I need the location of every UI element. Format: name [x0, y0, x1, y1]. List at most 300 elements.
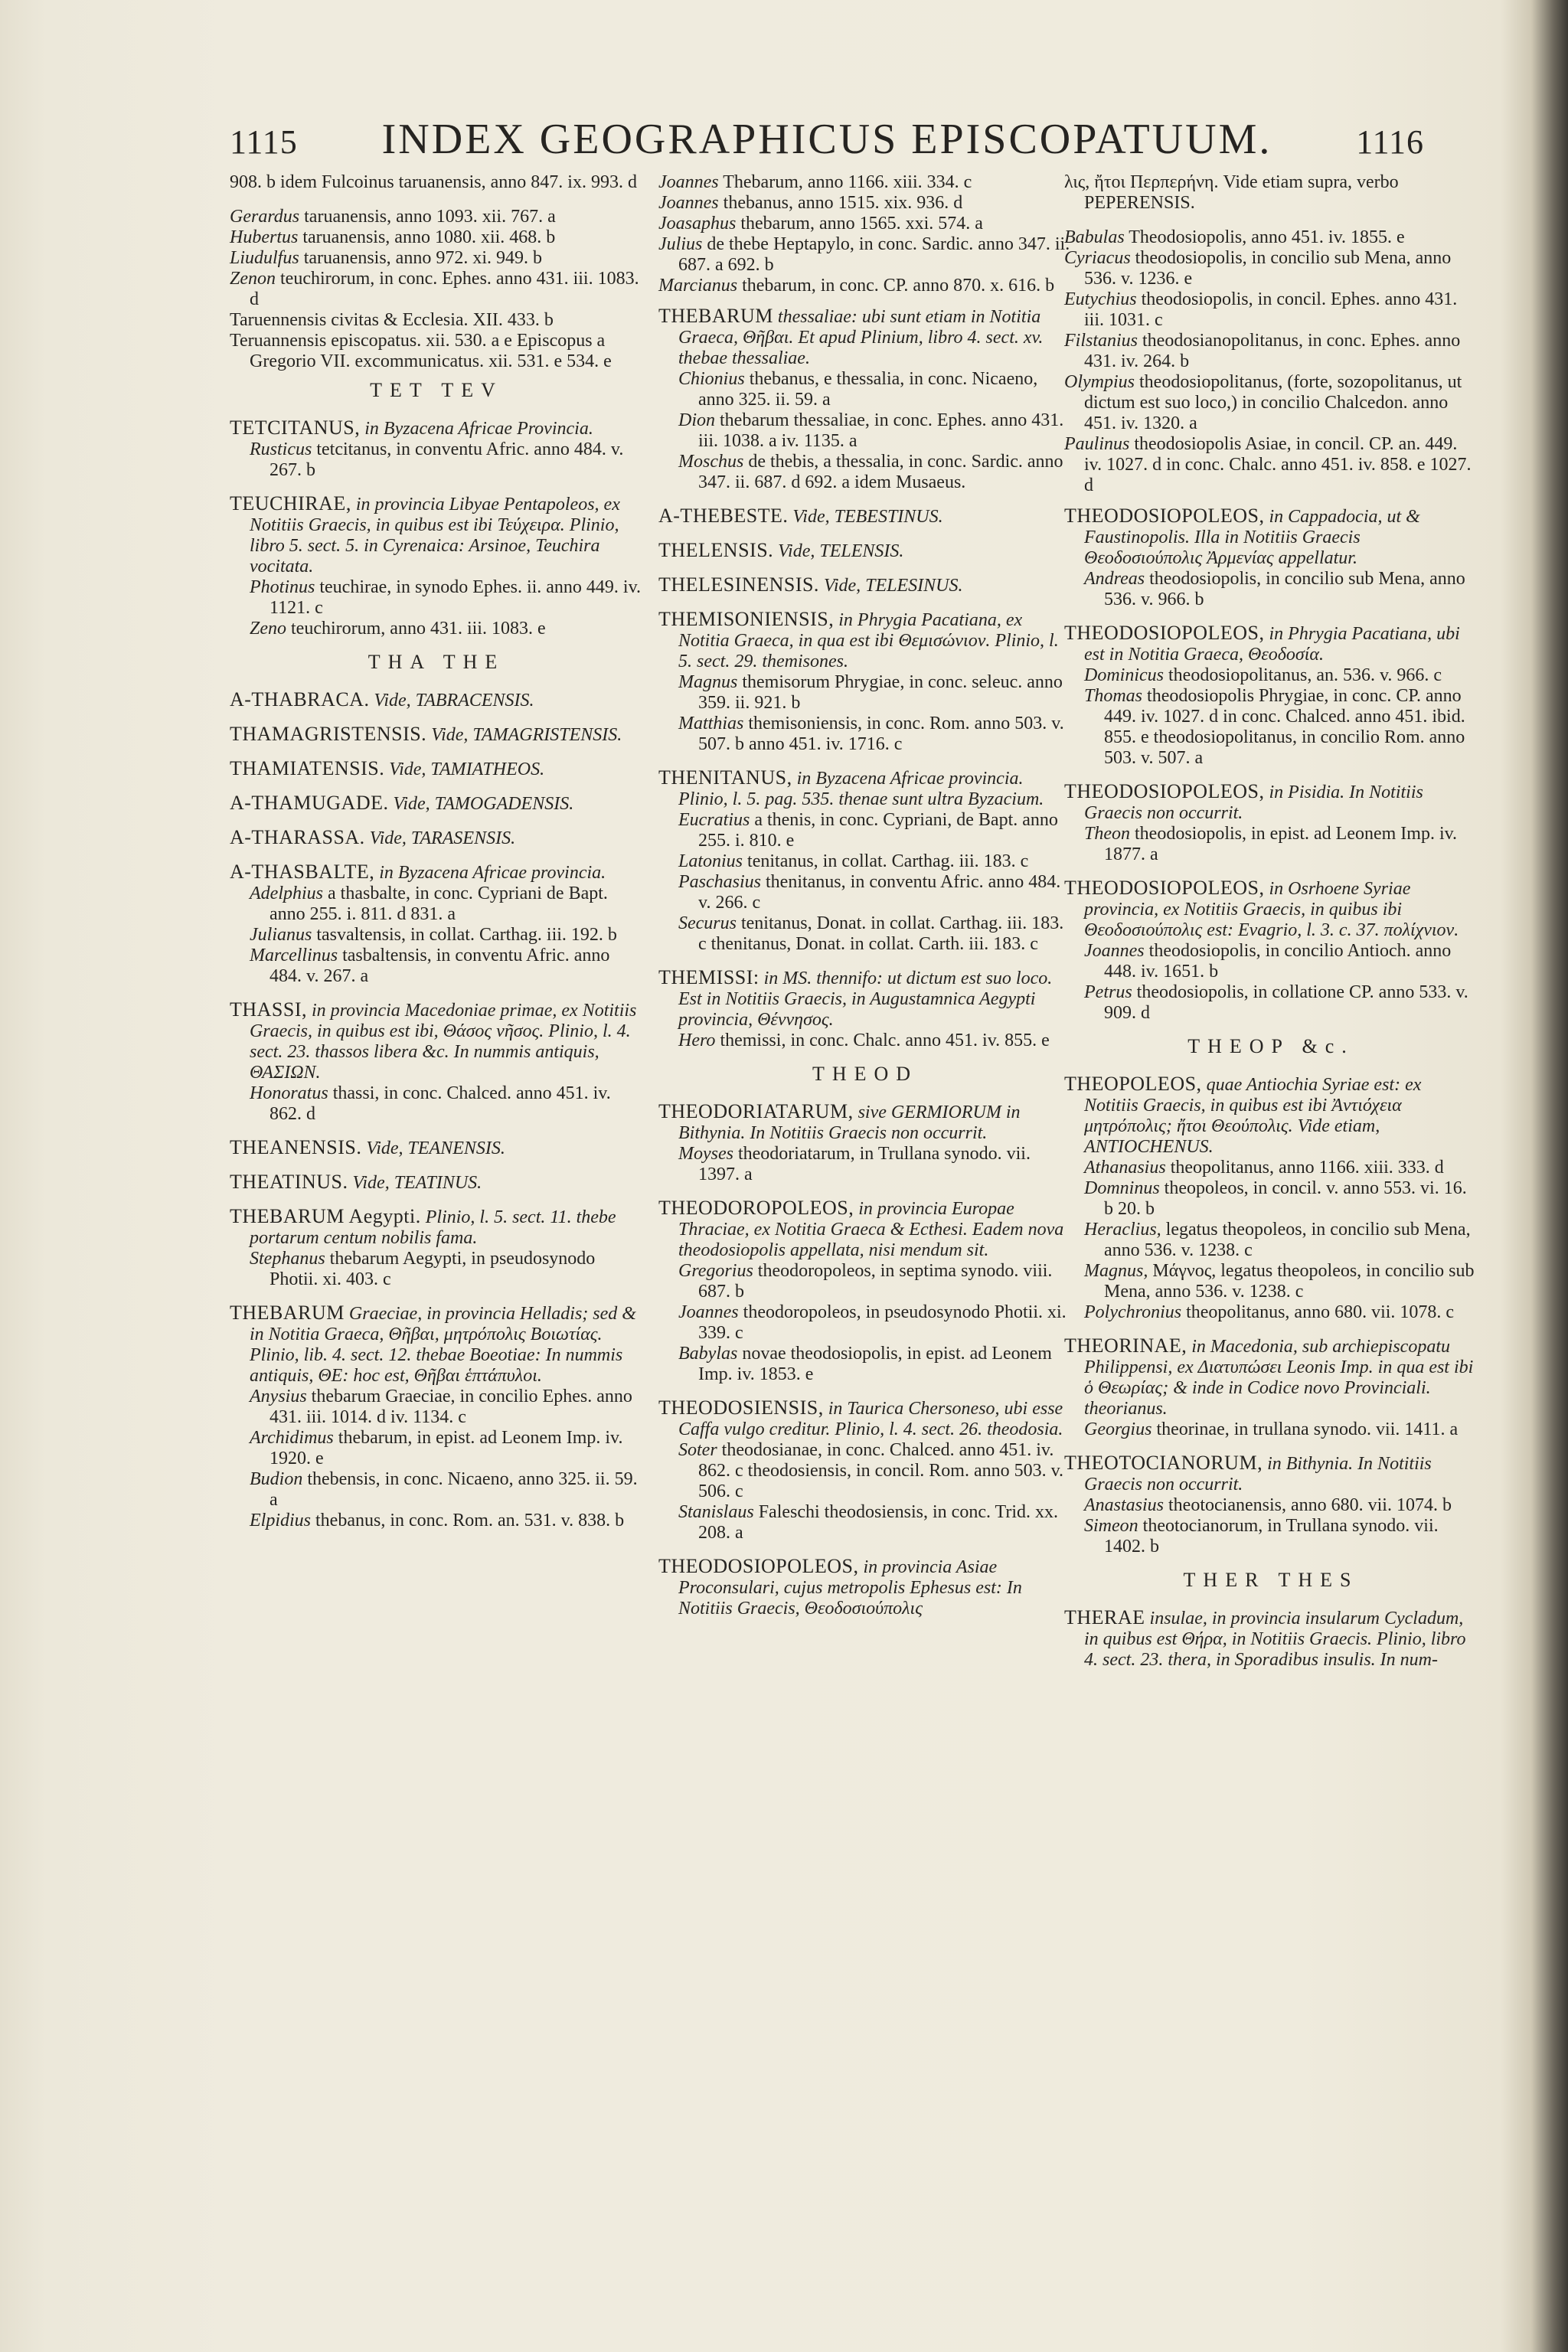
entry-description: in Taurica Chersoneso, ubi esse Caffa vulgo creditur. Plinio, l. 4. sect. 26. theodosia. — [678, 1399, 1063, 1439]
bishop-reference: theodosiopolitanus, (forte, sozopolitanus, ut dictum est suo loco,) in concilio Chalcedon. anno 451. iv. 1320. a — [1084, 372, 1462, 433]
entry-headline — [1064, 780, 1478, 824]
index-entry — [230, 1302, 643, 1531]
bishop-name: Latonius — [678, 851, 743, 871]
index-entry — [658, 540, 1072, 562]
bishop-line — [250, 1511, 643, 1531]
bishop-name: Julianus — [250, 925, 312, 945]
bishop-line — [1084, 1158, 1478, 1178]
bishop-reference: teuchirorum, anno 431. iii. 1083. e — [291, 619, 546, 639]
index-entry — [658, 1101, 1072, 1185]
bishop-reference: tasvaltensis, in collat. Carthag. iii. 192. b — [316, 925, 617, 945]
bishop-reference: theopoleos, in concil. v. anno 553. vi. 16. b 20. b — [1104, 1178, 1467, 1219]
entry-headline — [230, 416, 643, 439]
entry-description: in provincia Asiae Proconsulari, cujus metropolis Ephesus est: In Notitiis Graecis, Θεοδοσιούπολις — [678, 1557, 1022, 1619]
entry-headword: A-THARASSA. — [230, 826, 365, 848]
entry-headline — [658, 608, 1072, 672]
bishop-line — [1084, 1261, 1478, 1302]
bishop-line — [250, 619, 643, 639]
entry-headline — [230, 723, 643, 746]
bishop-line — [678, 1261, 1072, 1302]
bishop-name: Securus — [678, 913, 737, 933]
entry-headline — [658, 1197, 1072, 1261]
entry-description: in Pisidia. In Notitiis Graecis non occurrit. — [1084, 782, 1423, 823]
bishop-line — [678, 369, 1072, 410]
entry-headword: THEODOROPOLEOS, — [658, 1197, 854, 1219]
bishop-reference: legatus theopoleos, in concilio sub Mena, anno 536. v. 1238. c — [1104, 1220, 1471, 1260]
bishop-name: Gregorius — [678, 1261, 753, 1281]
entry-description: Vide, TARASENSIS. — [369, 828, 516, 848]
bishop-name: Photinus — [250, 577, 315, 597]
bishop-name: Soter — [678, 1440, 717, 1460]
index-entry — [230, 689, 643, 711]
bishop-line — [250, 439, 643, 481]
bishop-name: Adelphius — [250, 884, 323, 903]
entry-headword: THELESINENSIS. — [658, 573, 819, 596]
bishop-reference: tetcitanus, in conventu Afric. anno 484. v. 267. b — [270, 439, 624, 480]
bishop-reference: theodosiopolitanus, an. 536. v. 966. c — [1168, 665, 1442, 685]
bishop-name: Georgius — [1084, 1419, 1152, 1439]
entry-description: in Bithynia. In Notitiis Graecis non occurrit. — [1084, 1454, 1432, 1494]
entry-headword: A-THAMUGADE. — [230, 792, 389, 814]
bishop-line — [678, 452, 1072, 493]
entry-headword: A-THABRACA. — [230, 688, 370, 710]
column-middle — [658, 172, 1072, 1632]
bishop-name: Liudulfus — [230, 248, 299, 268]
bishop-reference: teuchirae, in synodo Ephes. ii. anno 449. iv. 1121. c — [270, 577, 642, 618]
bishop-reference: theodosiopolis, in collatione CP. anno 533. v. 909. d — [1104, 982, 1468, 1023]
bishop-reference: Faleschi theodosiensis, in conc. Trid. xx. 208. a — [698, 1502, 1059, 1543]
entry-headword: THEMISONIENSIS, — [658, 608, 835, 630]
entry-headword: THAMIATENSIS. — [230, 757, 385, 779]
bishop-line — [1084, 1302, 1478, 1323]
entry-headline — [230, 492, 643, 577]
entry-headword: THEODOSIOPOLEOS, — [1064, 780, 1265, 802]
bishop-line — [250, 1083, 643, 1125]
entry-description: Vide, TEATINUS. — [352, 1173, 482, 1193]
bishop-line — [658, 234, 1072, 276]
entry-description: in Cappadocia, ut & Faustinopolis. Illa in Notitiis Graecis Θεοδοσιούπολις Ἀρμενίας appellatur. — [1084, 507, 1420, 568]
bishop-reference: taruanensis, anno 1093. xii. 767. a — [304, 207, 556, 227]
bishop-line — [1084, 1178, 1478, 1220]
index-entry — [1064, 505, 1478, 610]
bishop-name: Gerardus — [230, 207, 300, 227]
bishop-name: Theon — [1084, 824, 1130, 844]
index-entry — [230, 758, 643, 780]
bishop-reference: teuchirorum, in conc. Ephes. anno 431. iii. 1083. d — [250, 269, 639, 309]
bishop-reference: tasbaltensis, in conventu Afric. anno 484. v. 267. a — [270, 946, 610, 986]
bishop-line — [658, 172, 1072, 193]
bishop-name: Anysius — [250, 1387, 307, 1406]
entry-description: in Byzacena Africae provincia. — [379, 863, 606, 883]
entry-headword: THEBARUM — [658, 305, 773, 327]
bishop-name: Hero — [678, 1031, 716, 1050]
entry-headword: THEODORIATARUM, — [658, 1100, 854, 1122]
bishop-name: Archidimus — [250, 1428, 334, 1448]
bishop-line — [1084, 982, 1478, 1024]
entry-headword: A-THEBESTE. — [658, 505, 789, 527]
bishop-reference: tenitanus, in collat. Carthag. iii. 183. c — [747, 851, 1029, 871]
bishop-name: Eucratius — [678, 810, 750, 830]
index-entry — [1064, 1607, 1478, 1671]
section-heading: THER THES — [1183, 1569, 1359, 1591]
index-entry — [230, 493, 643, 639]
bishop-reference: thenitanus, in conventu Afric. anno 484. v. 266. c — [698, 872, 1061, 913]
bishop-reference: theopolitanus, anno 680. vii. 1078. c — [1186, 1302, 1455, 1322]
bishop-reference: themisorum Phrygiae, in conc. seleuc. anno 359. ii. 921. b — [698, 672, 1063, 713]
bishop-reference: taruanensis, anno 1080. xii. 468. b — [302, 227, 556, 247]
entry-headline — [230, 1302, 643, 1387]
bishop-name: Paschasius — [678, 872, 761, 892]
bishop-name: Rusticus — [250, 439, 312, 459]
section-heading: THA THE — [368, 651, 505, 673]
bishop-reference: theodosiopolis, in epist. ad Leonem Imp. iv. 1877. a — [1104, 824, 1458, 864]
entry-headword: THENITANUS, — [658, 766, 792, 789]
bishop-name: Zenon — [230, 269, 276, 289]
entry-headline — [230, 1171, 643, 1194]
bishop-name: Olympius — [1064, 372, 1135, 392]
bishop-reference: a thenis, in conc. Cypriani, de Bapt. anno 255. i. 810. e — [698, 810, 1058, 851]
bishop-line — [678, 1344, 1072, 1385]
index-entry — [230, 827, 643, 849]
bishop-line — [1084, 1220, 1478, 1261]
bishop-reference: thebarum, anno 1565. xxi. 574. a — [740, 214, 983, 234]
bishop-line — [250, 1249, 643, 1290]
entry-description: in Macedonia, sub archiepiscopatu Philippensi, ex Διατυπώσει Leonis Imp. in qua est ibi ὁ Θεωρίας; & inde in Codice novo Provinciali. theorianus. — [1084, 1337, 1474, 1419]
bishop-line — [1064, 434, 1478, 496]
bishop-name: Stanislaus — [678, 1502, 754, 1522]
bishop-line — [1084, 1495, 1478, 1516]
bishop-reference: Theodosiopolis, anno 451. iv. 1855. e — [1129, 227, 1405, 247]
bishop-name: Moschus — [678, 452, 744, 472]
bishop-line — [250, 577, 643, 619]
index-entry — [658, 1197, 1072, 1385]
bishop-name: Athanasius — [1084, 1158, 1166, 1178]
bishop-reference: thebarum, in conc. CP. anno 870. x. 616. b — [742, 276, 1055, 296]
index-entry — [230, 792, 643, 815]
bishop-line — [1064, 331, 1478, 372]
page-number-right: 1116 — [1356, 123, 1424, 161]
entry-headline — [658, 766, 1072, 810]
bishop-reference: themissi, in conc. Chalc. anno 451. iv. 855. e — [720, 1031, 1050, 1050]
page-header — [230, 115, 1424, 168]
entry-description: in Byzacena Africae provincia. Plinio, l. 5. pag. 535. thenae sunt ultra Byzacium. — [678, 769, 1044, 809]
index-entry — [658, 574, 1072, 596]
entry-headword: TEUCHIRAE, — [230, 492, 351, 514]
bishop-name: Hubertus — [230, 227, 299, 247]
index-entry — [230, 1171, 643, 1194]
bishop-line — [678, 1502, 1072, 1544]
bishop-reference: theodosianopolitanus, in conc. Ephes. anno 431. iv. 264. b — [1084, 331, 1461, 371]
entry-description: in provincia Macedoniae primae, ex Notitiis Graecis, in quibus est ibi, Θάσος νῆσος. Plinio, l. 4. sect. 23. thassos libera &c. In nummis antiquis, ΘΑΣΙΩΝ. — [250, 1001, 637, 1083]
entry-description: Vide, TELENSIS. — [778, 541, 904, 561]
bishop-name: Cyriacus — [1064, 248, 1131, 268]
bishop-line — [250, 925, 643, 946]
entry-headline — [658, 1396, 1072, 1440]
entry-headline — [658, 1555, 1072, 1619]
bishop-line — [678, 872, 1072, 913]
continued-entry: λις, ἤτοι Περπερήνη. Vide etiam supra, verbo PEPERENSIS. — [1064, 172, 1399, 213]
bishop-name: Joannes — [1084, 941, 1145, 961]
entry-description: in provincia Europae Thraciae, ex Notitia Graeca & Ecthesi. Eadem nova theodosiopolis appellata, nisi mendum sit. — [678, 1199, 1064, 1260]
entry-description: quae Antiochia Syriae est: ex Notitiis Graecis, in quibus est ibi Ἀντιόχεια μητρόπολις; ἤτοι Θεούπολις. Vide etiam, ANTIOCHENUS. — [1084, 1075, 1422, 1157]
bishop-name: Magnus — [678, 672, 738, 692]
bishop-name: Eutychius — [1064, 289, 1137, 309]
entry-description: Vide, TAMAGRISTENSIS. — [431, 725, 622, 745]
entry-headline — [658, 966, 1072, 1031]
entry-description: Vide, TEBESTINUS. — [792, 507, 943, 527]
bishop-line — [230, 331, 643, 372]
column-left — [230, 172, 643, 1544]
bishop-name: Matthias — [678, 714, 744, 733]
bishop-reference: theodosiopolis Phrygiae, in conc. CP. anno 449. iv. 1027. d in conc. Chalced. anno 451. ibid. 855. e theodosiopolitanus, in concilio Rom. anno 503. v. 507. a — [1104, 686, 1465, 768]
bishop-name: Dion — [678, 410, 715, 430]
page-title: INDEX GEOGRAPHICUS EPISCOPATUUM. — [381, 116, 1272, 163]
bishop-line — [230, 248, 643, 269]
bishop-reference: thebarum Aegypti, in pseudosynodo Photii. xi. 403. c — [270, 1249, 596, 1289]
entry-headline — [658, 539, 1072, 562]
bishop-line — [678, 1440, 1072, 1502]
bishop-line — [1084, 686, 1478, 769]
entry-headword: THEOPOLEOS, — [1064, 1073, 1202, 1095]
bishop-line — [658, 214, 1072, 234]
entry-description: in Phrygia Pacatiana, ubi est in Notitia Graeca, Θεοδοσία. — [1084, 624, 1460, 665]
bishop-reference: theodosiopolis Asiae, in concil. CP. an. 449. iv. 1027. d in conc. Chalc. anno 451. iv. 858. e 1027. d — [1084, 434, 1472, 495]
bishop-name: Elpidius — [250, 1511, 312, 1530]
bishop-reference: themisoniensis, in conc. Rom. anno 503. v. 507. b anno 451. iv. 1716. c — [698, 714, 1064, 754]
entry-description: Vide, TAMOGADENSIS. — [393, 794, 574, 814]
entry-headword: THEOTOCIANORUM, — [1064, 1452, 1263, 1474]
entry-headline — [658, 505, 1072, 528]
bishop-reference: thebarum Graeciae, in concilio Ephes. anno 431. iii. 1014. d iv. 1134. c — [270, 1387, 632, 1427]
bishop-line — [250, 946, 643, 987]
bishop-reference: Μάγνος, legatus theopoleos, in concilio sub Mena, anno 536. v. 1238. c — [1104, 1261, 1475, 1302]
bishop-line — [230, 207, 643, 227]
entry-headword: A-THASBALTE, — [230, 861, 375, 883]
bishop-reference: a thasbalte, in conc. Cypriani de Bapt. anno 255. i. 811. d 831. a — [270, 884, 608, 924]
entry-description: thessaliae: ubi sunt etiam in Notitia Graeca, Θῆβαι. Et apud Plinium, libro 4. sect. xv. thebae thessaliae. — [678, 307, 1044, 368]
index-entry — [230, 999, 643, 1125]
bishop-reference: thassi, in conc. Chalced. anno 451. iv. 862. d — [270, 1083, 611, 1124]
entry-headline — [1064, 505, 1478, 569]
bishop-reference: theodosiopolis, in concilio Antioch. anno 448. iv. 1651. b — [1104, 941, 1452, 982]
bishop-name: Babulas — [1064, 227, 1125, 247]
bishop-line — [1064, 289, 1478, 331]
bishop-line — [1064, 227, 1478, 248]
entry-headword: TETCITANUS, — [230, 416, 361, 439]
bishop-name: Paulinus — [1064, 434, 1130, 454]
section-heading: THEOP &c. — [1187, 1035, 1354, 1057]
bishop-line — [230, 310, 643, 331]
bishop-line — [678, 672, 1072, 714]
entry-headword: THEATINUS. — [230, 1171, 348, 1193]
entry-headline — [1064, 1452, 1478, 1495]
bishop-line — [1084, 824, 1478, 865]
bishop-line — [678, 1144, 1072, 1185]
bishop-reference: de thebe Heptapylo, in conc. Sardic. anno 347. ii. 687. a 692. b — [678, 234, 1070, 275]
index-entry — [230, 724, 643, 746]
entry-headline — [230, 861, 643, 884]
bishop-line — [678, 913, 1072, 955]
index-entry — [658, 1556, 1072, 1619]
index-entry — [1064, 781, 1478, 865]
bishop-name: Thomas — [1084, 686, 1143, 706]
bishop-line — [1084, 665, 1478, 686]
bishop-name: Joasaphus — [658, 214, 737, 234]
entry-headword: THEODOSIOPOLEOS, — [658, 1555, 859, 1577]
entry-headline — [230, 998, 643, 1083]
bishop-reference: theotocianensis, anno 680. vii. 1074. b — [1168, 1495, 1452, 1515]
bishop-reference: theodosiopolis, in concilio sub Mena, anno 536. v. 1236. e — [1084, 248, 1452, 289]
index-entry — [230, 1206, 643, 1290]
bishop-line — [1064, 372, 1478, 434]
page-number-left: 1115 — [230, 123, 298, 161]
bishop-reference: de thebis, a thessalia, in conc. Sardic. anno 347. ii. 687. d 692. a idem Musaeus. — [698, 452, 1063, 492]
bishop-reference: theodosiopolis, in concil. Ephes. anno 431. iii. 1031. c — [1084, 289, 1458, 330]
entry-headword: THEORINAE, — [1064, 1334, 1187, 1357]
entry-headword: THASSI, — [230, 998, 308, 1021]
bishop-reference: thebensis, in conc. Nicaeno, anno 325. ii. 59. a — [270, 1469, 638, 1510]
entry-headline — [230, 792, 643, 815]
bishop-name: Budion — [250, 1469, 303, 1489]
entry-description: Vide, TAMIATHEOS. — [389, 760, 545, 779]
entry-headline — [230, 688, 643, 711]
bishop-reference: theodoriatarum, in Trullana synodo. vii. 1397. a — [698, 1144, 1031, 1184]
entry-description: sive GERMIORUM in Bithynia. In Notitiis Graecis non occurrit. — [678, 1102, 1021, 1143]
bishop-reference: theodoropoleos, in pseudosynodo Photii. xi. 339. c — [698, 1302, 1067, 1343]
bishop-reference: tenitanus, Donat. in collat. Carthag. iii. 183. c thenitanus, Donat. in collat. Carth. iii. 183. c — [698, 913, 1064, 954]
bishop-reference: novae theodosiopolis, in epist. ad Leonem Imp. iv. 1853. e — [698, 1344, 1052, 1384]
entry-headword: THEMISSI: — [658, 966, 760, 988]
bishop-reference: theopolitanus, anno 1166. xiii. 333. d — [1170, 1158, 1444, 1178]
entry-headline — [230, 1136, 643, 1159]
entry-headline — [658, 573, 1072, 596]
bishop-line — [250, 1469, 643, 1511]
index-entry — [658, 767, 1072, 955]
entry-headline — [230, 1205, 643, 1249]
bishop-name: Domninus — [1084, 1178, 1160, 1198]
bishop-reference: Thebarum, anno 1166. xiii. 334. c — [723, 172, 972, 192]
entry-headline — [230, 757, 643, 780]
bishop-reference: Taruennensis civitas & Ecclesia. XII. 433. b — [230, 310, 554, 330]
bishop-name: Joannes — [678, 1302, 739, 1322]
entry-headline — [230, 826, 643, 849]
entry-headword: THEODOSIOPOLEOS, — [1064, 505, 1265, 527]
bishop-line — [678, 810, 1072, 851]
bishop-line — [1064, 248, 1478, 289]
entry-headword: THELENSIS. — [658, 539, 774, 561]
bishop-line — [230, 227, 643, 248]
entry-description: in Osrhoene Syriae provincia, ex Notitiis Graecis, in quibus ibi Θεοδοσιούπολις est: Evagrio, l. 3. c. 37. πολίχνιον. — [1084, 879, 1459, 940]
bishop-name: Chionius — [678, 369, 745, 389]
entry-headword: THEBARUM — [230, 1302, 345, 1324]
bishop-reference: taruanensis, anno 972. xi. 949. b — [303, 248, 542, 268]
entry-headword: THEODOSIENSIS, — [658, 1396, 824, 1419]
bishop-name: Heraclius, — [1084, 1220, 1161, 1240]
bishop-name: Joannes — [658, 172, 719, 192]
entry-headline — [658, 1100, 1072, 1144]
bishop-name: Simeon — [1084, 1516, 1138, 1536]
entry-description: Plinio, l. 5. sect. 11. thebe portarum centum nobilis fama. — [250, 1207, 616, 1248]
index-entry — [658, 967, 1072, 1051]
section-heading: TET TEV — [370, 379, 503, 401]
entry-headword: THERAE — [1064, 1606, 1145, 1628]
index-entry — [658, 609, 1072, 755]
index-entry — [1064, 1073, 1478, 1323]
entry-headline — [1064, 1606, 1478, 1671]
bishop-name: Zeno — [250, 619, 286, 639]
bishop-reference: theotocianorum, in Trullana synodo. vii. 1402. b — [1104, 1516, 1439, 1557]
entry-headline — [1064, 1073, 1478, 1158]
bishop-name: Moyses — [678, 1144, 733, 1164]
entry-headline — [658, 305, 1072, 369]
bishop-reference: theodosiopolis, in concilio sub Mena, anno 536. v. 966. b — [1104, 569, 1465, 609]
entry-description: Graeciae, in provincia Helladis; sed & in Notitia Graeca, Θῆβαι, μητρόπολις Βοιωτίας. Plinio, lib. 4. sect. 12. thebae Boeotiae: In nummis antiquis, ΘΕ: hoc est, Θῆβαι ἑπτάπυλοι. — [250, 1304, 636, 1386]
bishop-line — [678, 714, 1072, 755]
entry-headword: THEANENSIS. — [230, 1136, 362, 1158]
index-entry — [1064, 877, 1478, 1024]
bishop-reference: theorinae, in trullana synodo. vii. 1411. a — [1156, 1419, 1459, 1439]
bishop-line — [678, 410, 1072, 452]
bishop-line — [678, 851, 1072, 872]
bishop-line — [678, 1302, 1072, 1344]
bishop-line — [250, 1428, 643, 1469]
index-entry — [230, 417, 643, 481]
index-entry — [658, 505, 1072, 528]
entry-description: in MS. thennifo: ut dictum est suo loco. Est in Notitiis Graecis, in Augustamnica Aegypti provincia, Θέννησος. — [678, 969, 1053, 1030]
entry-headline — [1064, 1334, 1478, 1419]
index-entry — [658, 1397, 1072, 1544]
bishop-name: Stephanus — [250, 1249, 325, 1269]
bishop-reference: thebarum, in epist. ad Leonem Imp. iv. 1920. e — [270, 1428, 623, 1468]
entry-headword: THEODOSIOPOLEOS, — [1064, 877, 1265, 899]
entry-headword: THAMAGRISTENSIS. — [230, 723, 427, 745]
bishop-line — [1084, 941, 1478, 982]
entry-description: Vide, TEANENSIS. — [366, 1138, 505, 1158]
bishop-name: Polychronius — [1084, 1302, 1182, 1322]
bishop-name: Babylas — [678, 1344, 738, 1364]
bishop-name: Marcellinus — [250, 946, 338, 965]
bishop-line — [230, 269, 643, 310]
bishop-name: Magnus, — [1084, 1261, 1148, 1281]
bishop-reference: thebanus, e thessalia, in conc. Nicaeno, anno 325. ii. 59. a — [698, 369, 1038, 410]
bishop-line — [1084, 569, 1478, 610]
entry-description: in provincia Libyae Pentapoleos, ex Notitiis Graecis, in quibus est ibi Τεύχειρα. Plinio, libro 5. sect. 5. in Cyrenaica: Arsinoe, Teuchira vocitata. — [250, 495, 620, 577]
index-entry — [658, 305, 1072, 493]
entry-headline — [1064, 877, 1478, 941]
bishop-name: Andreas — [1084, 569, 1145, 589]
entry-description: in Byzacena Africae Provincia. — [364, 419, 593, 439]
entry-description: insulae, in provincia insularum Cycladum, in quibus est Θήρα, in Notitiis Graecis. Plinio, libro 4. sect. 23. thera, in Sporadibus insulis. In num- — [1084, 1609, 1466, 1670]
bishop-name: Julius — [658, 234, 703, 254]
bishop-line — [678, 1031, 1072, 1051]
bishop-reference: theodosianae, in conc. Chalced. anno 451. iv. 862. c theodosiensis, in concil. Rom. anno 503. v. 506. c — [698, 1440, 1064, 1501]
bishop-name: Filstanius — [1064, 331, 1138, 351]
bishop-line — [658, 276, 1072, 296]
index-entry — [1064, 1335, 1478, 1440]
entry-description: Vide, TELESINUS. — [823, 576, 963, 596]
entry-description: in Phrygia Pacatiana, ex Notitia Graeca, in qua est ibi Θεμισώνιον. Plinio, l. 5. sect. 29. themisones. — [678, 610, 1059, 671]
bishop-name: Petrus — [1084, 982, 1132, 1002]
bishop-line — [658, 193, 1072, 214]
bishop-line — [1084, 1516, 1478, 1557]
index-entry — [1064, 622, 1478, 769]
bishop-name: Marcianus — [658, 276, 738, 296]
entry-headword: THEBARUM Aegypti. — [230, 1205, 421, 1227]
column-right — [1064, 172, 1478, 1683]
index-entry — [230, 861, 643, 987]
bishop-reference: Teruannensis episcopatus. xii. 530. a e Episcopus a Gregorio VII. excommunicatus. xii. 531. e 534. e — [230, 331, 612, 371]
bishop-reference: thebanus, anno 1515. xix. 936. d — [723, 193, 963, 213]
